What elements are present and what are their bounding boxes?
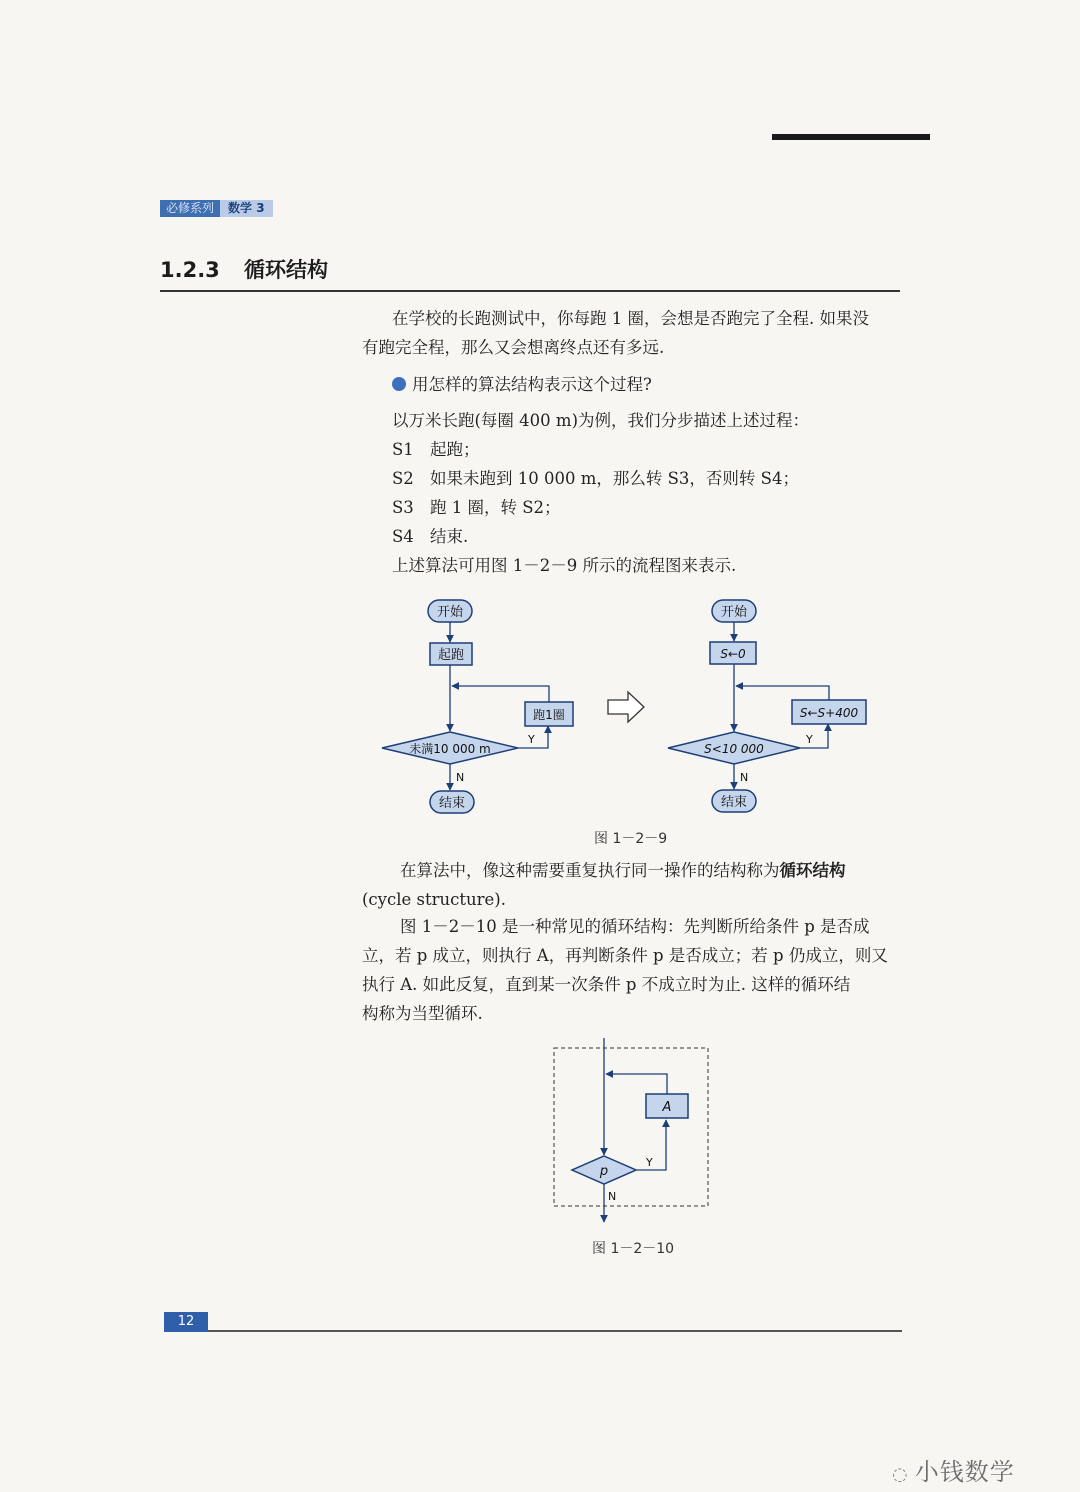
steps-lead: 以万米长跑(每圈 400 m)为例，我们分步描述上述过程： xyxy=(392,411,810,430)
definition-pre: 在算法中，像这种需要重复执行同一操作的结构称为 xyxy=(400,861,780,880)
book-label: 数学 3 xyxy=(220,200,273,217)
loop-boundary-dashed xyxy=(554,1048,708,1206)
intro-line-2: 有跑完全程，那么又会想离终点还有多远. xyxy=(362,338,665,357)
explain-line-3: 执行 A. 如此反复，直到某一次条件 p 不成立时为止. 这样的循环结 xyxy=(362,975,851,994)
step-text: 如果未跑到 10 000 m，那么转 S3，否则转 S4； xyxy=(430,469,799,488)
page-number: 12 xyxy=(164,1312,208,1332)
left-run-text: 起跑 xyxy=(437,648,465,663)
right-flowchart xyxy=(668,600,866,812)
section-divider xyxy=(160,290,900,292)
step-label: S3 xyxy=(392,498,414,517)
left-cond-text: 未满10 000 m xyxy=(409,742,491,756)
transform-arrow-icon xyxy=(608,692,644,722)
series-label: 必修系列 xyxy=(160,200,220,217)
left-no-label: N xyxy=(456,771,465,784)
flowchart-figure-10 xyxy=(548,1036,714,1226)
step-s3 xyxy=(392,493,809,522)
bottom-divider xyxy=(208,1330,902,1332)
definition-line xyxy=(362,856,902,885)
step-s4 xyxy=(392,522,809,551)
right-add-text: S←S+400 xyxy=(799,706,859,720)
steps-note: 上述算法可用图 1－2－9 所示的流程图来表示. xyxy=(392,556,737,575)
condition-text: p xyxy=(599,1164,609,1179)
explanation-paragraph xyxy=(362,912,902,1028)
step-s2 xyxy=(392,464,809,493)
action-text: A xyxy=(662,1100,672,1115)
intro-paragraph xyxy=(362,304,902,362)
definition-term: 循环结构 xyxy=(779,861,846,880)
step-label: S1 xyxy=(392,440,414,459)
step-s1 xyxy=(392,435,809,464)
definition-english: (cycle structure). xyxy=(362,890,506,909)
left-yes-label: Y xyxy=(528,733,535,746)
algorithm-steps xyxy=(392,406,809,580)
step-label: S2 xyxy=(392,469,414,488)
bullet-dot-icon xyxy=(392,377,406,391)
flowchart-figure-9 xyxy=(380,590,900,822)
guiding-question xyxy=(392,370,652,399)
top-decorative-rule xyxy=(772,134,930,140)
intro-line-1: 在学校的长跑测试中，你每跑 1 圈，会想是否跑完了全程. 如果没 xyxy=(392,309,869,328)
chat-bubble-icon: ◌ xyxy=(892,1464,909,1485)
figure-10-caption: 图 1－2－10 xyxy=(592,1241,675,1257)
step-text: 结束. xyxy=(430,527,469,546)
right-cond-text: S<10 000 xyxy=(704,742,764,756)
section-title: 循环结构 xyxy=(244,258,328,282)
right-no-label: N xyxy=(740,771,749,784)
fig10-yes-label: Y xyxy=(646,1156,653,1169)
question-text: 用怎样的算法结构表示这个过程? xyxy=(412,375,652,394)
right-yes-label: Y xyxy=(806,733,813,746)
left-start-text: 开始 xyxy=(436,605,464,620)
watermark xyxy=(892,1452,1015,1487)
definition-paragraph xyxy=(362,856,902,914)
right-end-text: 结束 xyxy=(720,795,748,810)
series-tag xyxy=(160,200,273,217)
fig10-no-label: N xyxy=(608,1190,617,1203)
watermark-text: 小钱数学 xyxy=(914,1458,1015,1486)
right-init-text: S←0 xyxy=(720,647,746,661)
step-label: S4 xyxy=(392,527,414,546)
explain-line-4: 构称为当型循环. xyxy=(362,1004,483,1023)
left-lap-text: 跑1圈 xyxy=(533,708,565,722)
left-flowchart xyxy=(382,600,573,813)
step-text: 起跑； xyxy=(430,440,480,459)
left-end-text: 结束 xyxy=(438,796,466,811)
explain-line-2: 立，若 p 成立，则执行 A，再判断条件 p 是否成立；若 p 仍成立，则又 xyxy=(362,946,888,965)
section-heading xyxy=(160,254,900,284)
figure-9-caption: 图 1－2－9 xyxy=(594,831,668,847)
right-start-text: 开始 xyxy=(720,605,748,620)
step-text: 跑 1 圈，转 S2； xyxy=(430,498,561,517)
explain-line-1: 图 1－2－10 是一种常见的循环结构：先判断所给条件 p 是否成 xyxy=(400,917,870,936)
section-number: 1.2.3 xyxy=(160,258,220,282)
